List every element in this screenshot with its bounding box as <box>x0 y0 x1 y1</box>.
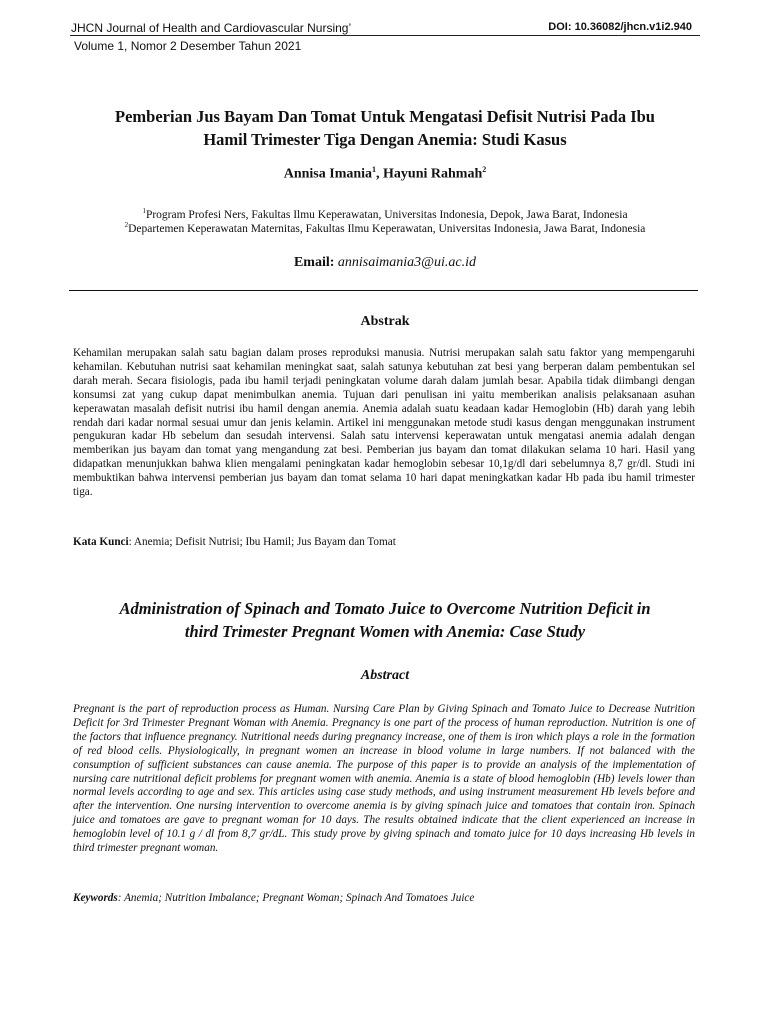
affiliation-1-mark: 1 <box>142 207 146 215</box>
affiliation-2-text: Departemen Keperawatan Maternitas, Fakultas Ilmu Keperawatan, Universitas Indonesia, Jawa Barat, Indonesia <box>128 222 646 235</box>
keywords-label: Keywords <box>73 892 118 904</box>
journal-name: JHCN Journal of Health and Cardiovascular Nursing’ <box>71 21 352 35</box>
title-english <box>70 597 700 643</box>
title-english-line-2: third Trimester Pregnant Women with Anemia: Case Study <box>184 622 586 641</box>
email-line <box>70 255 700 271</box>
abstrak-heading: Abstrak <box>360 314 410 329</box>
affiliation-1-text: Program Profesi Ners, Fakultas Ilmu Keperawatan, Universitas Indonesia, Depok, Jawa Barat, Indonesia <box>145 208 628 221</box>
author-2-affil-mark: 2 <box>482 165 487 174</box>
author-1: Annisa Imania <box>283 166 373 182</box>
keywords-values: : Anemia; Nutrition Imbalance; Pregnant Woman; Spinach And Tomatoes Juice <box>117 892 475 904</box>
affiliation-2 <box>70 221 700 235</box>
kata-kunci <box>73 536 695 548</box>
title-indonesian-line-1: Pemberian Jus Bayam Dan Tomat Untuk Mengatasi Defisit Nutrisi Pada Ibu <box>115 107 655 126</box>
kata-kunci-label: Kata Kunci <box>73 536 129 548</box>
abstrak-body: Kehamilan merupakan salah satu bagian dalam proses reproduksi manusia. Nutrisi merupakan salah satu faktor yang mempengaruhi kehamilan. Kebutuhan nutrisi saat kehamilan meningkat saat, salah satunya kebutuhan zat besi yang berperan dalam pembentukan sel darah merah. Secara fisiologis, pada ibu hamil terjadi peningkatan volume darah dalam jumlah besar. Apabila tidak diimbangi dengan konsumsi zat yang cukup dapat menimbulkan anemia. Tujuan dari penulisan ini yaitu memberikan analisis pelaksanaan asuhan keperawatan masalah defisit nutrisi ibu hamil dengan anemia. Anemia adalah suatu keadaan kadar Hemoglobin (Hb) darah yang lebih rendah dari kadar normal sesuai umur dan jenis kelamin. Artikel ini menggunakan metode studi kasus dengan menggunakan instrument pengukuran kadar Hb sebelum dan sesudah intervensi. Salah satu intervensi keperawatan untuk mengatasi anemia adalah dengan memberikan jus bayam dan tomat yang mengandung zat besi. Pemberian jus bayam dan tomat dilakukan selama 10 hari. Hasil yang didapatkan menunjukkan bahwa klien mengalami peningkatan kadar hemoglobin sebesar 10,1g/dl dari sebelumnya 8,7 gr/dl. Studi ini membuktikan bahwa intervensi pemberian jus bayam dan tomat selama 10 hari dapat meningkatkan kadar Hb pada ibu hamil trimester tiga. <box>73 347 695 499</box>
abstract-heading: Abstract <box>360 668 410 683</box>
email-label: Email: <box>293 255 335 270</box>
kata-kunci-values: : Anemia; Defisit Nutrisi; Ibu Hamil; Jus Bayam dan Tomat <box>128 536 396 548</box>
affiliation-2-mark: 2 <box>124 221 129 229</box>
volume-info: Volume 1, Nomor 2 Desember Tahun 2021 <box>74 39 302 53</box>
author-1-affil-mark: 1 <box>372 165 377 174</box>
authors <box>70 165 700 183</box>
abstract-body: Pregnant is the part of reproduction process as Human. Nursing Care Plan by Giving Spinach and Tomato Juice to Decrease Nutrition Deficit for 3rd Trimester Pregnant Woman with Anemia. Pregnancy is one part of the process of human reproduction. Nutrition is one of the factors that influence pregnancy. Nutritional needs during pregnancy increase, one of them is iron which plays a role in the formation of red blood cells. Physiologically, in pregnant women an increase in blood volume in large numbers. If not balanced with the consumption of sufficient substances can cause anemia. The purpose of this paper is to provide an analysis of the implementation of nursing care nutritional deficit problems for pregnant women with anemia. Anemia is a state of blood hemoglobin (Hb) levels lower than normal levels according to age and sex. This articles using case study methods, and using instrument measurement Hb levels before and after the intervention. One nursing intervention to overcome anemia is by giving spinach juice and tomatoes that contain iron. Spinach juice and tomatoes are gave to pregnant woman for 10 days. The results obtained indicate that the client experienced an increase in hemoglobin level of 10.1 g / dl from 8,7 gr/dL. This study prove by giving spinach and tomato juice for 10 days increasing Hb levels in third trimester pregnant woman. <box>73 703 695 855</box>
title-english-line-1: Administration of Spinach and Tomato Juice to Overcome Nutrition Deficit in <box>119 599 651 618</box>
title-indonesian-line-2: Hamil Trimester Tiga Dengan Anemia: Studi Kasus <box>203 130 567 149</box>
title-indonesian <box>70 105 700 151</box>
doi[interactable]: DOI: 10.36082/jhcn.v1i2.940 <box>548 21 692 33</box>
header-divider <box>70 35 700 36</box>
author-2: Hayuni Rahmah <box>383 166 483 182</box>
email-address[interactable]: annisaimania3@ui.ac.id <box>337 255 477 270</box>
author-separator: , <box>376 166 384 182</box>
section-divider <box>69 290 698 291</box>
affiliation-1 <box>70 207 700 221</box>
keywords <box>73 892 695 904</box>
